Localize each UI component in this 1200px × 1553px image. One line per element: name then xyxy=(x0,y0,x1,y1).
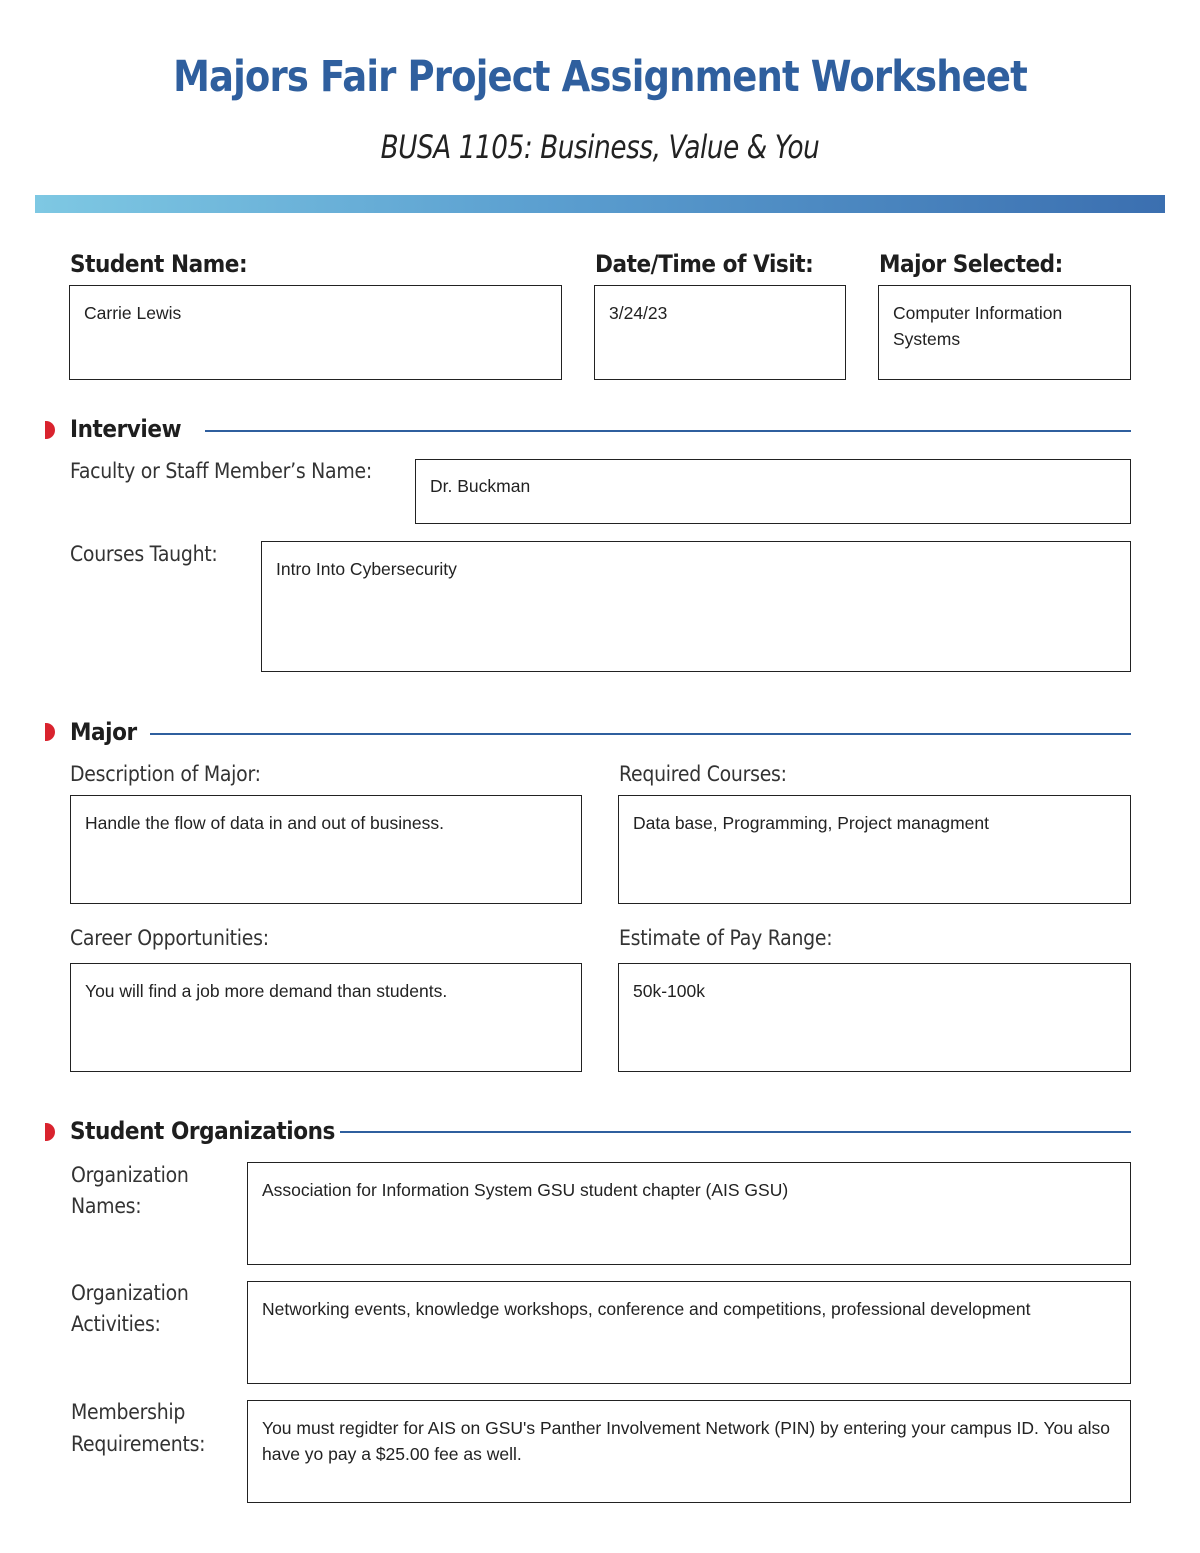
student-orgs-rule xyxy=(340,1131,1131,1133)
pay-range-field[interactable]: 50k-100k xyxy=(618,963,1131,1072)
major-selected-label: Major Selected: xyxy=(879,250,1063,278)
faculty-name-label: Faculty or Staff Member’s Name: xyxy=(70,459,372,483)
interview-rule xyxy=(205,430,1131,432)
required-courses-label: Required Courses: xyxy=(619,762,787,786)
major-rule xyxy=(150,733,1131,735)
career-field[interactable]: You will find a job more demand than students. xyxy=(70,963,582,1072)
section-marker-icon xyxy=(45,421,55,439)
major-heading: Major xyxy=(70,718,137,746)
student-name-field[interactable]: Carrie Lewis xyxy=(69,285,562,380)
org-names-label-line2: Names: xyxy=(71,1194,142,1218)
membership-label: Membership xyxy=(71,1400,186,1424)
pay-range-label: Estimate of Pay Range: xyxy=(619,926,833,950)
org-activities-label: Organization xyxy=(71,1281,189,1305)
description-field[interactable]: Handle the flow of data in and out of business. xyxy=(70,795,582,904)
faculty-name-field[interactable]: Dr. Buckman xyxy=(415,459,1131,524)
membership-label-line2: Requirements: xyxy=(71,1432,206,1456)
worksheet-title: Majors Fair Project Assignment Worksheet xyxy=(173,52,1027,102)
courses-taught-field[interactable]: Intro Into Cybersecurity xyxy=(261,541,1131,672)
career-label: Career Opportunities: xyxy=(70,926,269,950)
header-gradient-bar xyxy=(35,195,1165,213)
course-subtitle: BUSA 1105: Business, Value & You xyxy=(380,128,820,166)
section-marker-icon xyxy=(45,723,55,741)
student-orgs-heading: Student Organizations xyxy=(70,1117,335,1145)
student-name-label: Student Name: xyxy=(70,250,248,278)
date-label: Date/Time of Visit: xyxy=(595,250,814,278)
org-names-field[interactable]: Association for Information System GSU student chapter (AIS GSU) xyxy=(247,1162,1131,1265)
org-names-label: Organization xyxy=(71,1163,189,1187)
required-courses-field[interactable]: Data base, Programming, Project managment xyxy=(618,795,1131,904)
description-label: Description of Major: xyxy=(70,762,261,786)
org-activities-field[interactable]: Networking events, knowledge workshops, conference and competitions, professional development xyxy=(247,1281,1131,1384)
interview-heading: Interview xyxy=(70,415,182,443)
org-activities-label-line2: Activities: xyxy=(71,1312,161,1336)
section-marker-icon xyxy=(45,1123,55,1141)
membership-field[interactable]: You must regidter for AIS on GSU's Panther Involvement Network (PIN) by entering your campus ID. You also have yo pay a $25.00 fee as well. xyxy=(247,1400,1131,1503)
courses-taught-label: Courses Taught: xyxy=(70,542,218,566)
major-selected-field[interactable]: Computer Information Systems xyxy=(878,285,1131,380)
date-field[interactable]: 3/24/23 xyxy=(594,285,846,380)
